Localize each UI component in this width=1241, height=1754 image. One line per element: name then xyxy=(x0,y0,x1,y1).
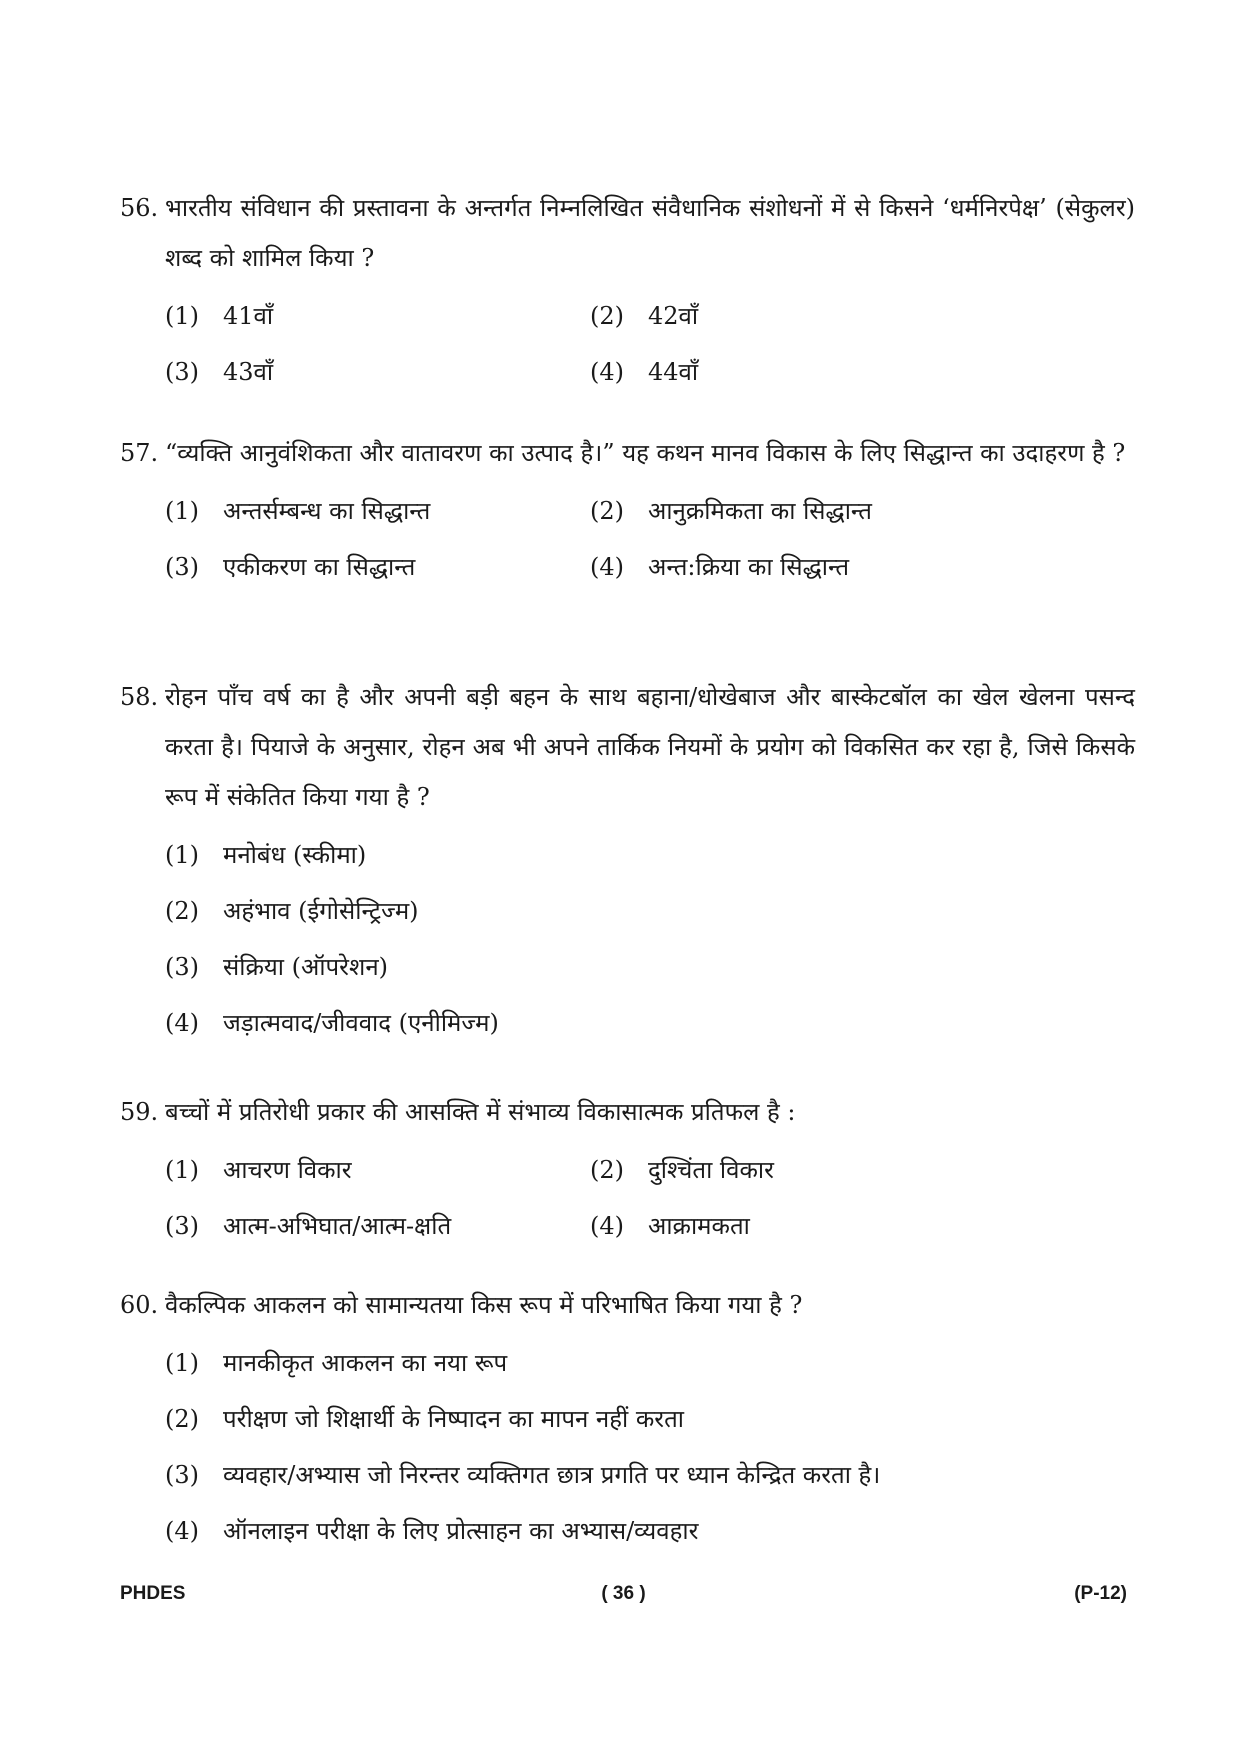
option-text: आचरण विकार xyxy=(223,1156,352,1184)
footer-paper-code: (P-12) xyxy=(1074,1583,1127,1604)
question-56 xyxy=(120,183,1135,397)
option-number: (2) xyxy=(590,497,624,525)
option-text: अन्त:क्रिया का सिद्धान्त xyxy=(648,553,850,581)
question-number: 57. xyxy=(120,439,159,467)
option-text: 44वाँ xyxy=(648,358,699,386)
options xyxy=(165,1145,1135,1251)
option-text: आत्म-अभिघात/आत्म-क्षति xyxy=(223,1212,452,1240)
option-number: (3) xyxy=(165,553,199,581)
option-2[interactable] xyxy=(165,886,1135,936)
option-number: (4) xyxy=(165,1009,199,1037)
option-1[interactable] xyxy=(165,291,590,341)
option-number: (1) xyxy=(165,302,199,330)
option-3[interactable] xyxy=(165,1201,590,1251)
option-1[interactable] xyxy=(165,486,590,536)
option-1[interactable] xyxy=(165,1145,590,1195)
option-4[interactable] xyxy=(165,998,1135,1048)
option-3[interactable] xyxy=(165,347,590,397)
option-text: मनोबंध (स्कीमा) xyxy=(223,841,367,869)
option-number: (1) xyxy=(165,841,199,869)
option-number: (2) xyxy=(165,1405,199,1433)
question-number: 60. xyxy=(120,1291,159,1319)
option-number: (4) xyxy=(590,1212,624,1240)
options xyxy=(165,291,1135,397)
option-number: (3) xyxy=(165,1212,199,1240)
question-57 xyxy=(120,428,1135,592)
option-text: जड़ात्मवाद/जीववाद (एनीमिज्म) xyxy=(223,1009,499,1037)
options xyxy=(165,1338,1135,1556)
option-number: (1) xyxy=(165,497,199,525)
option-number: (3) xyxy=(165,1461,199,1489)
option-text: दुश्चिंता विकार xyxy=(648,1156,774,1184)
option-number: (1) xyxy=(165,1349,199,1377)
option-4[interactable] xyxy=(165,1506,1135,1556)
option-text: मानकीकृत आकलन का नया रूप xyxy=(223,1349,508,1377)
option-2[interactable] xyxy=(590,291,1040,341)
question-number: 56. xyxy=(120,194,159,222)
option-text: अन्तर्सम्बन्ध का सिद्धान्त xyxy=(223,497,431,525)
option-text: 41वाँ xyxy=(223,302,274,330)
option-text: परीक्षण जो शिक्षार्थी के निष्पादन का मापन नहीं करता xyxy=(223,1405,684,1433)
option-text: आनुक्रमिकता का सिद्धान्त xyxy=(648,497,872,525)
option-3[interactable] xyxy=(165,542,590,592)
option-number: (3) xyxy=(165,953,199,981)
option-number: (2) xyxy=(165,897,199,925)
option-text: 42वाँ xyxy=(648,302,699,330)
option-2[interactable] xyxy=(590,486,1040,536)
question-text: “व्यक्ति आनुवंशिकता और वातावरण का उत्पाद है।” यह कथन मानव विकास के लिए सिद्धान्त का उदाहरण है ? xyxy=(165,439,1126,467)
option-number: (1) xyxy=(165,1156,199,1184)
option-text: व्यवहार/अभ्यास जो निरन्तर व्यक्तिगत छात्र प्रगति पर ध्यान केन्द्रित करता है। xyxy=(223,1461,881,1489)
page-footer xyxy=(120,1583,1127,1613)
option-text: संक्रिया (ऑपरेशन) xyxy=(223,953,389,981)
option-3[interactable] xyxy=(165,942,1135,992)
option-4[interactable] xyxy=(590,542,1040,592)
option-number: (4) xyxy=(590,358,624,386)
option-number: (4) xyxy=(165,1517,199,1545)
option-number: (2) xyxy=(590,302,624,330)
question-60 xyxy=(120,1280,1135,1556)
question-number: 59. xyxy=(120,1098,159,1126)
option-1[interactable] xyxy=(165,1338,1135,1388)
question-text: वैकल्पिक आकलन को सामान्यतया किस रूप में परिभाषित किया गया है ? xyxy=(165,1291,803,1319)
question-text: भारतीय संविधान की प्रस्तावना के अन्तर्गत निम्नलिखित संवैधानिक संशोधनों में से किसने ‘धर्मनिरपेक्ष’ (सेकुलर) शब्द को शामिल किया ? xyxy=(165,194,1135,272)
option-4[interactable] xyxy=(590,347,1040,397)
footer-code: PHDES xyxy=(120,1583,186,1604)
option-4[interactable] xyxy=(590,1201,1040,1251)
page-number: ( 36 ) xyxy=(601,1583,646,1604)
option-2[interactable] xyxy=(165,1394,1135,1444)
option-text: ऑनलाइन परीक्षा के लिए प्रोत्साहन का अभ्यास/व्यवहार xyxy=(223,1517,699,1545)
question-number: 58. xyxy=(120,683,159,711)
question-59 xyxy=(120,1087,1135,1251)
question-text: रोहन पाँच वर्ष का है और अपनी बड़ी बहन के साथ बहाना/धोखेबाज और बास्केटबॉल का खेल खेलना पसन्द करता है। पियाजे के अनुसार, रोहन अब भी अपने तार्किक नियमों के प्रयोग को विकसित कर रहा है, जिसे किसके रूप में संकेतित किया गया है ? xyxy=(165,683,1135,811)
question-58 xyxy=(120,672,1135,1048)
option-number: (4) xyxy=(590,553,624,581)
option-number: (2) xyxy=(590,1156,624,1184)
option-3[interactable] xyxy=(165,1450,1135,1500)
options xyxy=(165,830,1135,1048)
option-1[interactable] xyxy=(165,830,1135,880)
option-text: एकीकरण का सिद्धान्त xyxy=(223,553,416,581)
option-text: आक्रामकता xyxy=(648,1212,750,1240)
option-2[interactable] xyxy=(590,1145,1040,1195)
options xyxy=(165,486,1135,592)
question-text: बच्चों में प्रतिरोधी प्रकार की आसक्ति में संभाव्य विकासात्मक प्रतिफल है : xyxy=(165,1098,796,1126)
option-text: अहंभाव (ईगोसेन्ट्रिज्म) xyxy=(223,897,419,925)
option-number: (3) xyxy=(165,358,199,386)
option-text: 43वाँ xyxy=(223,358,274,386)
